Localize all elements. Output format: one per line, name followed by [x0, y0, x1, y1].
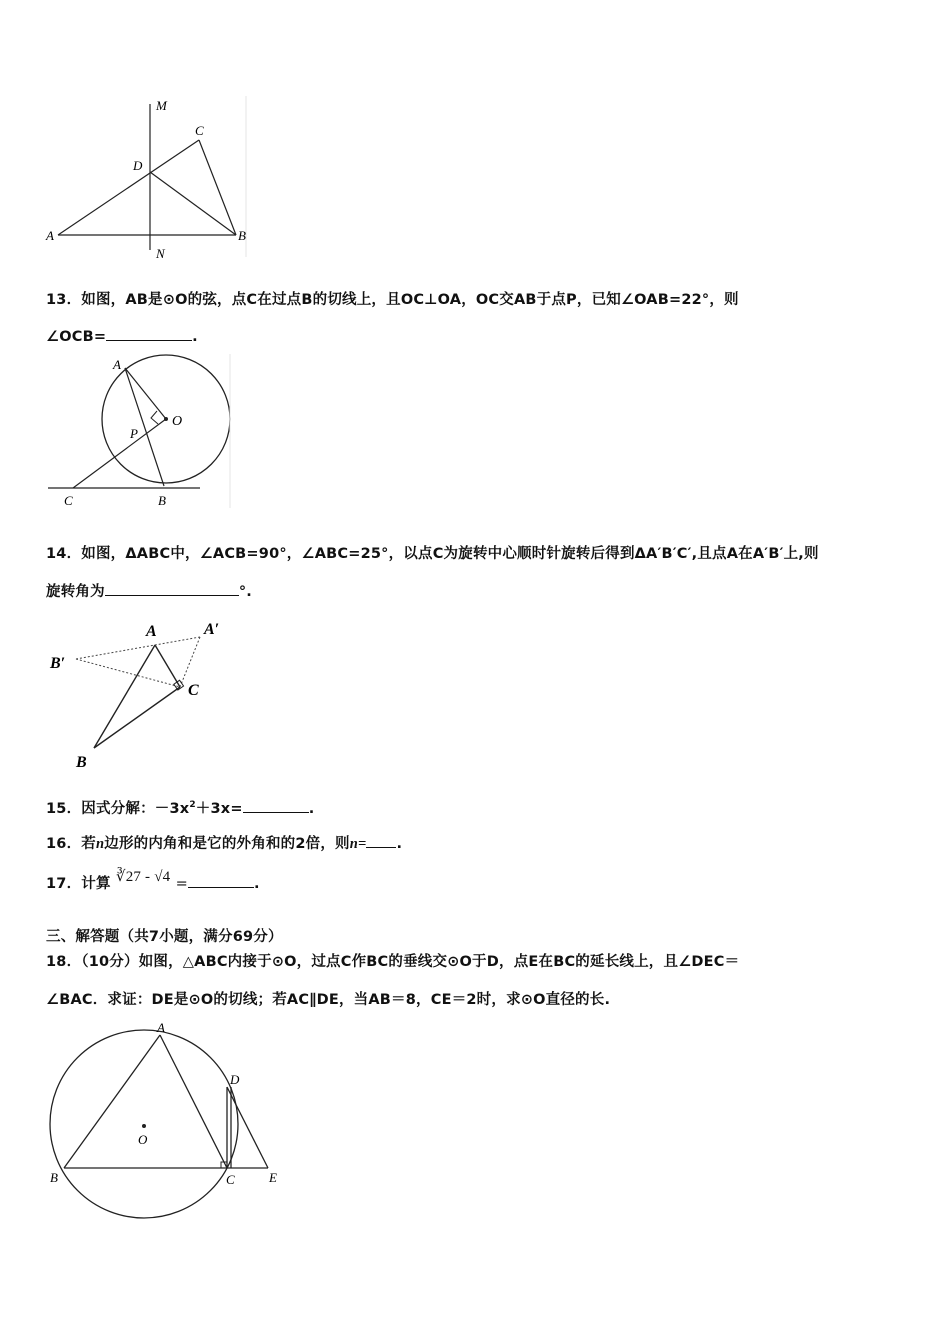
- section3-title: 三、解答题（共7小题，满分69分）: [46, 929, 283, 945]
- fig18-label-b: B: [50, 1170, 58, 1185]
- q18-line2: ∠BAC．求证：DE是⊙O的切线；若AC∥DE，当AB＝8，CE＝2时，求⊙O直径的长.: [46, 992, 611, 1008]
- q16-prefix: 16．若: [46, 836, 96, 852]
- figure-q13: [40, 350, 240, 512]
- fig18-label-e: E: [269, 1170, 277, 1185]
- fig13-label-a: A: [113, 357, 121, 372]
- q17-prefix: 17．计算: [46, 876, 111, 892]
- figure-q18: [40, 1014, 290, 1226]
- q15-prefix: 15．因式分解：－3x: [46, 801, 190, 817]
- fig12-label-b: B: [238, 228, 246, 243]
- q17-answer-blank[interactable]: [188, 873, 254, 888]
- q16-mid: 边形的内角和是它的外角和的2倍，则: [104, 836, 350, 852]
- fig14-label-b: B: [76, 754, 87, 771]
- q15-end: .: [308, 801, 315, 817]
- q13-line1: 13．如图，AB是⊙O的弦，点C在过点B的切线上，且OC⊥OA，OC交AB于点P，已知∠OAB=22°，则: [46, 292, 739, 308]
- q14-line2-suffix: °.: [238, 584, 252, 600]
- q16-answer-blank[interactable]: [366, 833, 396, 848]
- figure-q12: [40, 92, 260, 264]
- q16-var-n-eq: n=: [349, 836, 367, 852]
- q16-end: .: [396, 836, 403, 852]
- fig18-label-a: A: [157, 1020, 165, 1035]
- fig13-label-p: P: [130, 426, 138, 441]
- fig14-label-a-prime: A′: [204, 621, 220, 638]
- fig18-label-o: O: [138, 1132, 148, 1147]
- fig12-label-n: N: [156, 246, 165, 261]
- fig12-label-a: A: [46, 228, 54, 243]
- fig12-label-m: M: [156, 98, 167, 113]
- q17-expression: ∛27 - √4: [115, 869, 171, 885]
- fig13-label-o: O: [172, 414, 183, 429]
- q15-exponent: 2: [189, 800, 196, 811]
- fig12-label-c: C: [195, 123, 204, 138]
- q16-line: [46, 832, 402, 853]
- q13-line2-prefix: ∠OCB=: [46, 329, 107, 345]
- q15-suffix: ＋3x=: [195, 801, 243, 817]
- q14-line2-prefix: 旋转角为: [46, 584, 105, 600]
- fig14-label-a: A: [146, 623, 157, 640]
- q13-line2: [46, 326, 198, 345]
- q17-end: .: [253, 876, 260, 892]
- fig14-label-b-prime: B′: [50, 655, 66, 672]
- fig18-label-d: D: [230, 1072, 240, 1087]
- q15-line: [46, 797, 314, 818]
- fig13-label-b: B: [158, 493, 166, 508]
- q17-line: [46, 869, 260, 893]
- fig14-label-c: C: [188, 682, 199, 699]
- q14-line1: 14．如图，ΔABC中，∠ACB=90°，∠ABC=25°，以点C为旋转中心顺时针旋转后得到ΔA′B′C′,且点A在A′B′上,则: [46, 546, 819, 562]
- q14-line2: [46, 580, 252, 601]
- figure-q14: [40, 612, 240, 778]
- q13-line2-suffix: .: [192, 329, 198, 345]
- q17-eq: =: [175, 876, 188, 892]
- q15-answer-blank[interactable]: [243, 798, 309, 813]
- fig12-label-d: D: [133, 158, 143, 173]
- q14-answer-blank[interactable]: [105, 581, 239, 596]
- q16-var-n: n: [95, 836, 105, 852]
- fig13-label-c: C: [64, 493, 73, 508]
- q18-line1: 18．（10分）如图，△ABC内接于⊙O，过点C作BC的垂线交⊙O于D，点E在BC的延长线上，且∠DEC＝: [46, 954, 740, 970]
- fig18-label-c: C: [226, 1172, 235, 1187]
- q13-answer-blank[interactable]: [106, 326, 192, 341]
